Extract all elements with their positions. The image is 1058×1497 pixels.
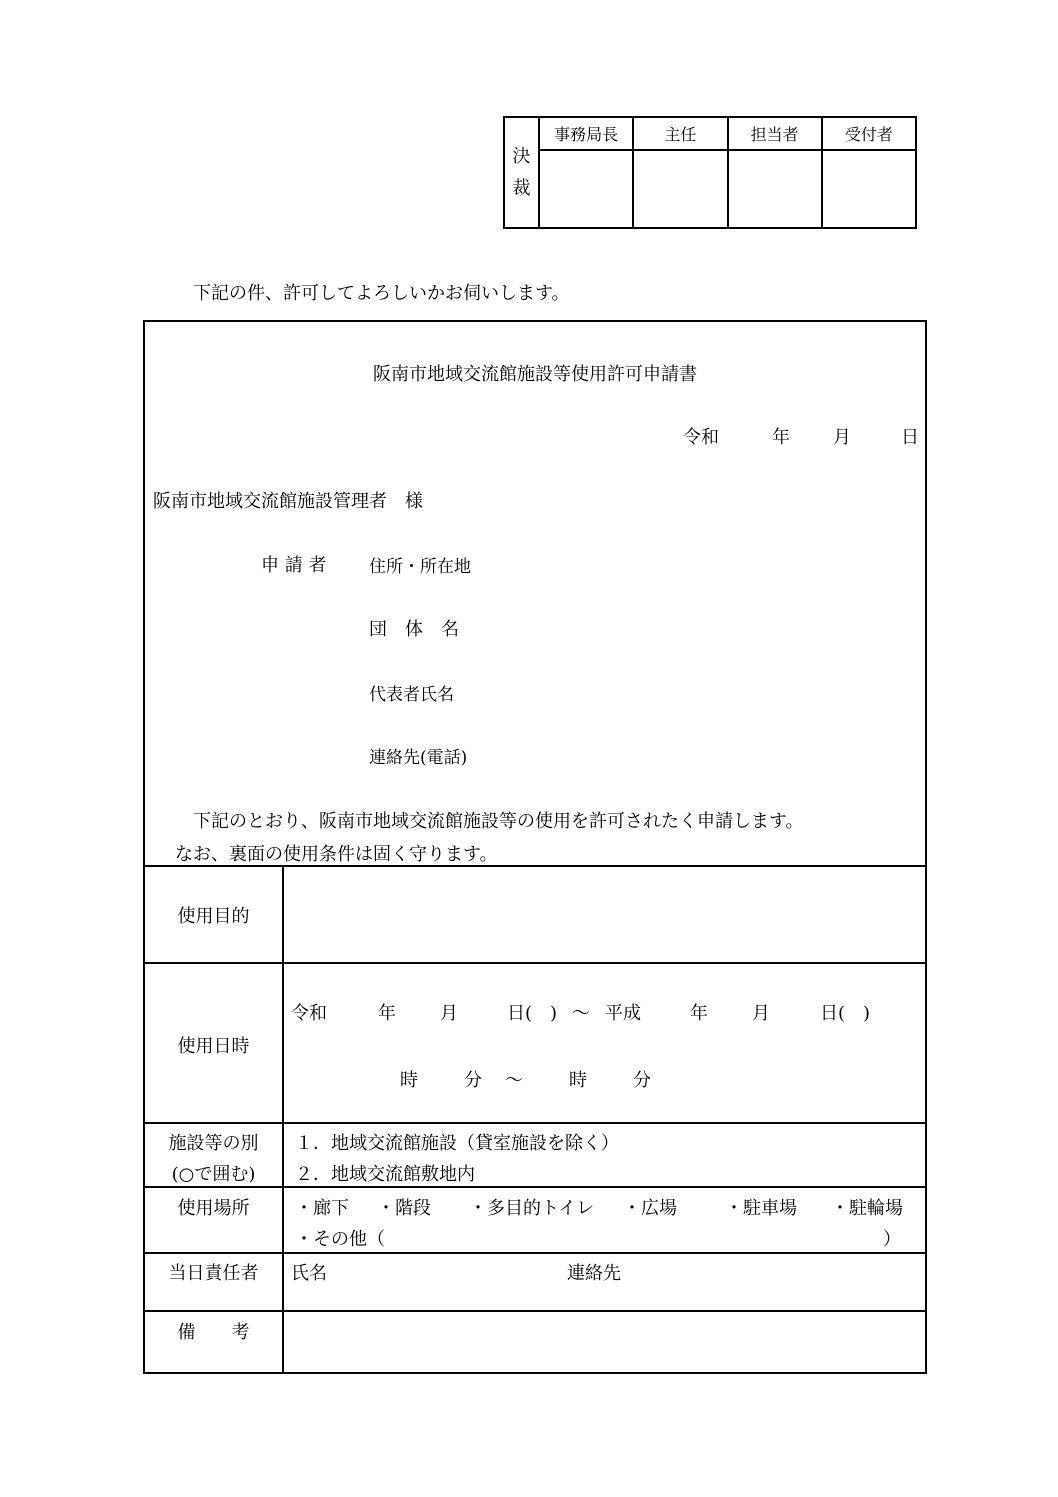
date-day: 日 (901, 427, 919, 448)
row-divider (145, 1252, 925, 1254)
purpose-field[interactable] (287, 870, 921, 958)
datetime-end-year: 年 (690, 1003, 708, 1024)
facility-option-2[interactable]: ２．地域交流館敷地内 (295, 1164, 475, 1185)
approval-header-staff: 担当者 (728, 117, 822, 150)
datetime-start-day: 日( ) (507, 1003, 558, 1024)
form-title: 阪南市地域交流館施設等使用許可申請書 (373, 364, 697, 385)
representative-label: 代表者氏名 (369, 685, 454, 705)
place-other-close: ） (883, 1229, 901, 1250)
datetime-end-era: 平成 (605, 1003, 641, 1024)
approval-stamp-chief[interactable] (633, 150, 727, 228)
place-option-plaza[interactable]: ・広場 (623, 1198, 677, 1219)
remarks-field[interactable] (287, 1314, 921, 1370)
date-era: 令和 (683, 427, 719, 448)
date-year: 年 (772, 427, 790, 448)
approval-stamp-receptionist[interactable] (822, 150, 916, 228)
datetime-end-day: 日( ) (820, 1003, 871, 1024)
datetime-label: 使用日時 (177, 1036, 250, 1057)
place-label: 使用場所 (177, 1198, 250, 1219)
place-option-bicycle-parking[interactable]: ・駐輪場 (831, 1198, 903, 1219)
approval-header-receptionist: 受付者 (822, 117, 916, 150)
datetime-start-era: 令和 (291, 1003, 327, 1024)
facility-type-label: 施設等の別 (168, 1133, 259, 1154)
place-option-restroom[interactable]: ・多目的トイレ (469, 1198, 595, 1219)
datetime-end-month: 月 (752, 1003, 770, 1024)
address-label: 住所・所在地 (369, 557, 471, 577)
approval-header-director: 事務局長 (539, 117, 633, 150)
place-option-corridor[interactable]: ・廊下 (295, 1198, 349, 1219)
row-divider (145, 962, 925, 964)
time-end-hour: 時 (569, 1070, 587, 1091)
responsible-label: 当日責任者 (168, 1263, 259, 1284)
column-divider (282, 865, 284, 1372)
application-form (143, 320, 927, 1374)
approval-side-label-1: 決 (512, 146, 531, 167)
datetime-start-month: 月 (440, 1003, 458, 1024)
time-start-hour: 時 (400, 1070, 418, 1091)
approval-side-label (504, 117, 539, 228)
org-name-label: 団 体 名 (369, 619, 459, 640)
request-line: 下記の件、許可してよろしいかお伺いします。 (193, 283, 570, 304)
statement-line-2: なお、裏面の使用条件は固く守ります。 (175, 844, 498, 865)
row-divider (145, 1310, 925, 1312)
responsible-name-label: 氏名 (291, 1263, 327, 1284)
datetime-start-year: 年 (378, 1003, 396, 1024)
statement-line-1: 下記のとおり、阪南市地域交流館施設等の使用を許可されたく申請します。 (193, 811, 804, 832)
row-divider (145, 865, 925, 867)
approval-stamp-director[interactable] (539, 150, 633, 228)
time-tilde: ～ (505, 1070, 523, 1091)
approval-table (503, 116, 917, 229)
contact-phone-label: 連絡先(電話) (369, 748, 468, 768)
applicant-label: 申 請 者 (261, 555, 327, 576)
responsible-contact-label: 連絡先 (567, 1263, 621, 1284)
date-month: 月 (833, 427, 851, 448)
time-end-minute: 分 (633, 1070, 651, 1091)
purpose-label: 使用目的 (177, 906, 250, 927)
facility-type-note: (○で囲む) (171, 1164, 256, 1185)
row-divider (145, 1122, 925, 1124)
datetime-tilde: ～ (572, 1003, 590, 1024)
place-option-stairs[interactable]: ・階段 (377, 1198, 431, 1219)
approval-side-label-2: 裁 (512, 177, 531, 199)
row-divider (145, 1186, 925, 1188)
addressee: 阪南市地域交流館施設管理者 様 (153, 491, 423, 512)
remarks-label: 備 考 (177, 1322, 250, 1343)
facility-option-1[interactable]: １．地域交流館施設（貸室施設を除く） (295, 1133, 619, 1154)
place-option-parking[interactable]: ・駐車場 (725, 1198, 797, 1219)
approval-stamp-staff[interactable] (728, 150, 822, 228)
place-option-other[interactable]: ・その他（ (295, 1229, 385, 1250)
approval-header-chief: 主任 (633, 117, 727, 150)
time-start-minute: 分 (464, 1070, 482, 1091)
